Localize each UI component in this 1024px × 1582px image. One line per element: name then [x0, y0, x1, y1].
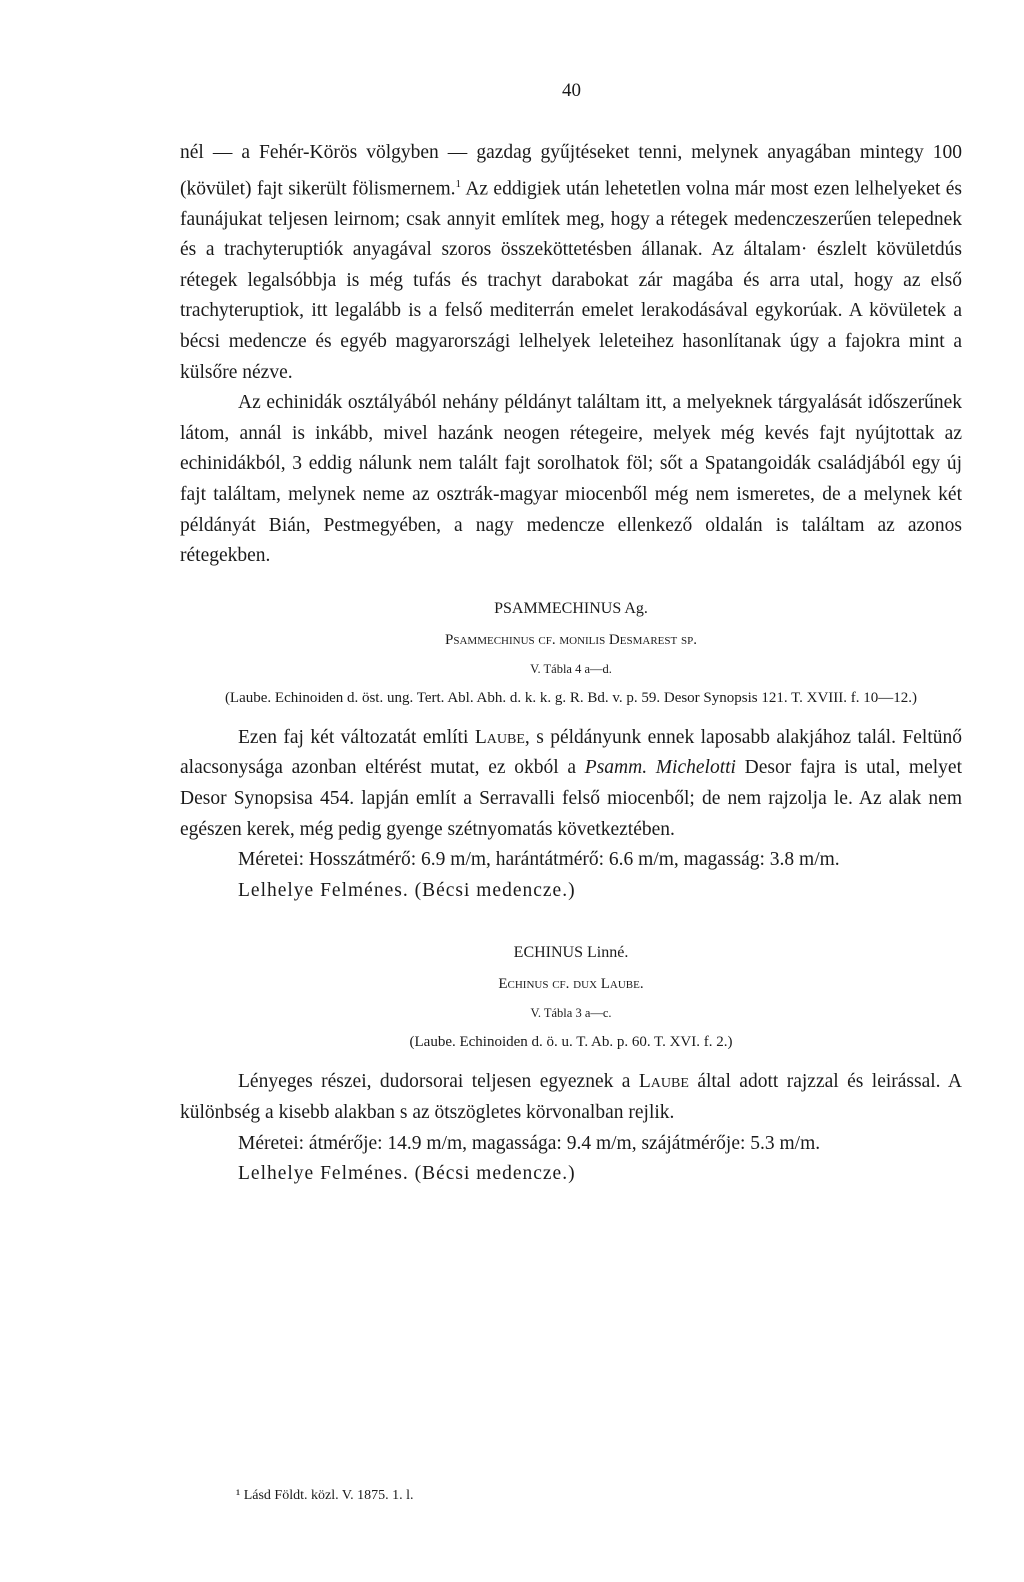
species-name-italic: Psamm. Michelotti: [584, 757, 736, 779]
paragraph-psammechinus: [180, 723, 962, 845]
measurements-echinus: Méretei: átmérője: 14.9 m/m, magassága: 9.4 m/m, szájátmérője: 5.3 m/m.: [238, 1132, 821, 1154]
paragraph-intro-rest: Az eddigiek után lehetetlen volna már most ezen lelhelyeket és faunájukat teljesen leirnom; csak annyit említek meg, hogy a rétegek medenczeszerűen telepednek és a trachyteruptiók anyagával szoros összeköttetésben állanak. Az általam· észlelt kövületdús rétegek legalsóbbja is még tufás és trachyt darabokat zár magába és arra utal, hogy az első trachyteruptiok, itt legalább is a felső mediterrán emelet lerakodásával egykorúak. A kövületek a bécsi medencze és egyéb magyarországi lelhelyek leleteihez hasonlítanak úgy a fajokra mint a külsőre nézve.: [180, 178, 962, 383]
text-span: , s példányunk ennek laposabb alakjához talál. Feltünő alacsonysága azonban eltérést mutat, ez okból a: [180, 726, 962, 779]
text-span: által adott rajzzal és leirással. A különbség a kisebb alakban s az ötszögletes körvonalban rejlik.: [180, 1071, 962, 1123]
plate-reference-psammechinus: V. Tábla 4 a—d.: [530, 661, 612, 676]
measurements-psammechinus: Méretei: Hosszátmérő: 6.9 m/m, harántátmérő: 6.6 m/m, magasság: 3.8 m/m.: [238, 849, 840, 871]
literature-reference-echinus: (Laube. Echinoiden d. ö. u. T. Ab. p. 60. T. XVI. f. 2.): [409, 1034, 733, 1051]
literature-reference-psammechinus: (Laube. Echinoiden d. öst. ung. Tert. Abl. Abh. d. k. k. g. R. Bd. v. p. 59. Desor Synopsis 121. T. XVIII. f. 10—12.): [224, 689, 918, 706]
paragraph-echinus: [180, 1067, 962, 1128]
footnote: ¹ Lásd Földt. közl. V. 1875. 1. l.: [236, 1488, 414, 1503]
body-text: [180, 138, 962, 1190]
genus-heading-echinus: ECHINUS Linné.: [513, 944, 629, 962]
locality-psammechinus: Lelhelye Felménes. (Bécsi medencze.): [238, 879, 576, 901]
plate-reference-echinus: V. Tábla 3 a—c.: [530, 1006, 612, 1021]
text-span: Desor fajra is utal, melyet Desor Synopsisa 454. lapján említ a Serravalli felső miocenből; de nem rajzolja le. Az alak nem egészen kerek, még pedig gyenge szétnyomatás következtében.: [180, 757, 962, 840]
text-span: Lényeges részei, dudorsorai teljesen egyeznek a: [238, 1071, 639, 1093]
author-name: Laube: [474, 726, 525, 748]
author-name: Laube: [638, 1071, 689, 1093]
page-number: 40: [562, 80, 581, 101]
species-heading-psammechinus: Psammechinus cf. monilis Desmarest sp.: [445, 631, 697, 648]
text-span: Ezen faj két változatát említi: [238, 726, 475, 748]
footnote-marker: 1: [455, 177, 462, 190]
paragraph-echinids: Az echinidák osztályából nehány példányt találtam itt, a melyeknek tárgyalását időszerűnek látom, annál is inkább, mivel hazánk neogen rétegeire, melyek még kevés fajt nyújtottak az echinidákból, 3 eddig nálunk nem talált fajt sorolhatok föl; sőt a Spatangoidák családjából egy új fajt találtam, melynek neme az osztrák-magyar miocenből még nem ismeretes, de a melynek két példányát Bián, Pestmegyében, a nagy medencze ellenkező oldalán is találtam az azonos rétegekben.: [180, 392, 962, 567]
paragraph-intro-start: nél — a Fehér-Körös völgyben — gazdag gyűjtéseket tenni, melynek anyagában mintegy 100 (kövület) fajt sikerült fölismernem.: [180, 142, 962, 200]
genus-heading-psammechinus: PSAMMECHINUS Ag.: [494, 599, 648, 617]
locality-echinus: Lelhelye Felménes. (Bécsi medencze.): [238, 1163, 576, 1185]
paragraph-intro: [180, 138, 962, 388]
species-heading-echinus: Echinus cf. dux Laube.: [498, 976, 644, 993]
